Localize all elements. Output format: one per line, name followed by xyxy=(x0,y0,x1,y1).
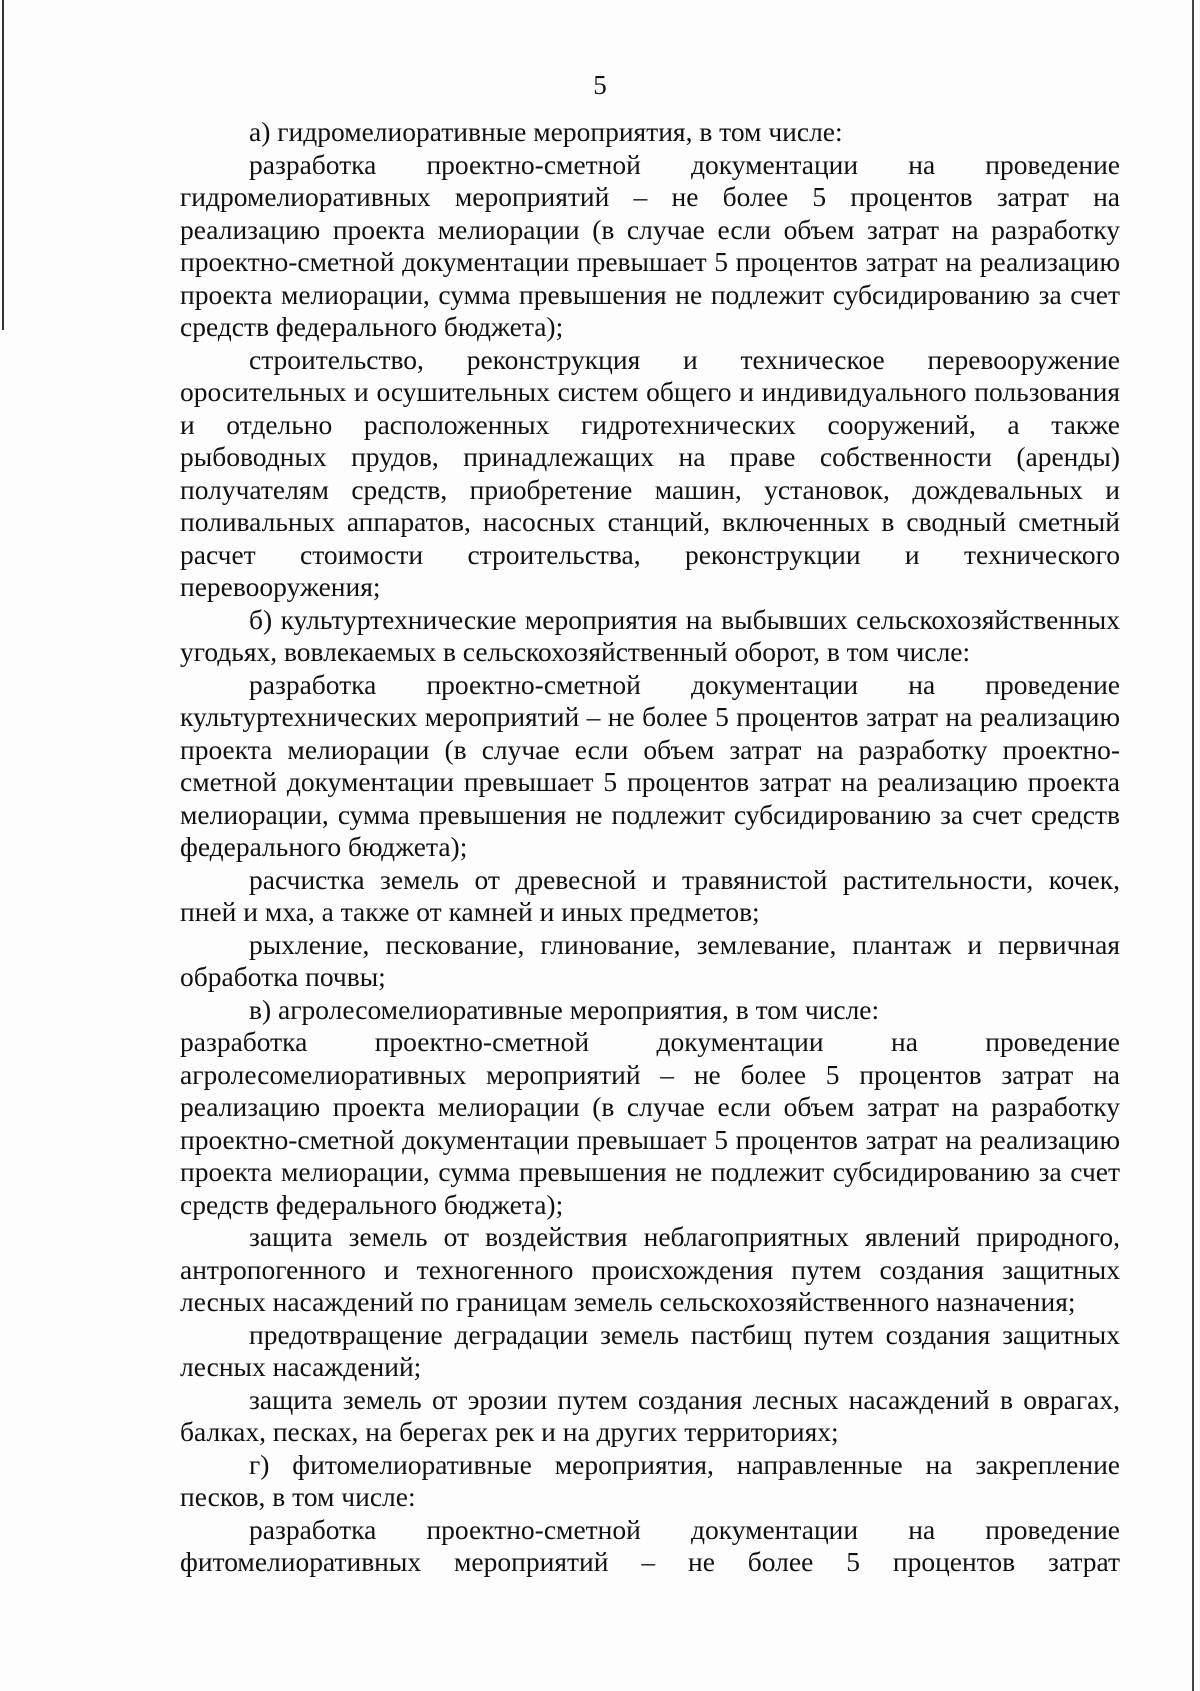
scan-edge-left xyxy=(2,0,4,330)
paragraph-v-heading: в) агролесомелиоративные мероприятия, в том числе: xyxy=(249,993,880,1025)
paragraph: защита земель от воздействия неблагоприятных явлений природного, антропогенного и техногенного происхождения путем создания защитных лесных насаждений по границам земель сельскохозяйственного назначения; xyxy=(180,1221,1120,1317)
paragraph: разработка проектно-сметной документации на проведение гидромелиоративных мероприятий – не более 5 процентов затрат на реализацию проекта мелиорации (в случае если объем затрат на разработку проектно-сметной документации превышает 5 процентов затрат на реализацию проекта мелиорации, сумма превышения не подлежит субсидированию за счет средств федерального бюджета); xyxy=(180,148,1120,342)
paragraph: строительство, реконструкция и техническое перевооружение оросительных и осушительных систем общего и индивидуального пользования и отдельно расположенных гидротехнических сооружений, а также рыбоводных прудов, принадлежащих на праве собственности (аренды) получателям средств, приобретение машин, установок, дождевальных и поливальных аппаратов, насосных станций, включенных в сводный сметный расчет стоимости строительства, реконструкции и технического перевооружения; xyxy=(180,343,1120,602)
paragraph: защита земель от эрозии путем создания лесных насаждений в оврагах, балках, песках, на берегах рек и на других территориях; xyxy=(180,1383,1120,1447)
paragraph: разработка проектно-сметной документации на проведение агролесомелиоративных мероприятий – не более 5 процентов затрат на реализацию проекта мелиорации (в случае если объем затрат на разработку проектно-сметной документации превышает 5 процентов затрат на реализацию проекта мелиорации, сумма превышения не подлежит субсидированию за счет средств федерального бюджета); xyxy=(180,1026,1120,1220)
paragraph-a-heading: а) гидромелиоративные мероприятия, в том числе: xyxy=(249,116,843,147)
paragraph-b-heading: б) культуртехнические мероприятия на выбывших сельскохозяйственных угодьях, вовлекаемых в сельскохозяйственный оборот, в том числе: xyxy=(180,603,1120,667)
paragraph: предотвращение деградации земель пастбищ путем создания защитных лесных насаждений; xyxy=(180,1318,1120,1382)
paragraph: рыхление, пескование, глинование, землевание, плантаж и первичная обработка почвы; xyxy=(180,928,1120,992)
paragraph-g-heading: г) фитомелиоративные мероприятия, направленные на закрепление песков, в том числе: xyxy=(180,1448,1120,1512)
scan-edge-right xyxy=(1192,0,1194,1691)
document-body xyxy=(180,116,1120,1579)
paragraph: разработка проектно-сметной документации на проведение фитомелиоративных мероприятий – не более 5 процентов затрат xyxy=(180,1513,1120,1577)
paragraph: разработка проектно-сметной документации на проведение культуртехнических мероприятий – не более 5 процентов затрат на реализацию проекта мелиорации (в случае если объем затрат на разработку проектно-сметной документации превышает 5 процентов затрат на реализацию проекта мелиорации, сумма превышения не подлежит субсидированию за счет средств федерального бюджета); xyxy=(180,668,1120,862)
page-number: 5 xyxy=(593,70,607,100)
paragraph: расчистка земель от древесной и травянистой растительности, кочек, пней и мха, а также от камней и иных предметов; xyxy=(180,863,1120,927)
